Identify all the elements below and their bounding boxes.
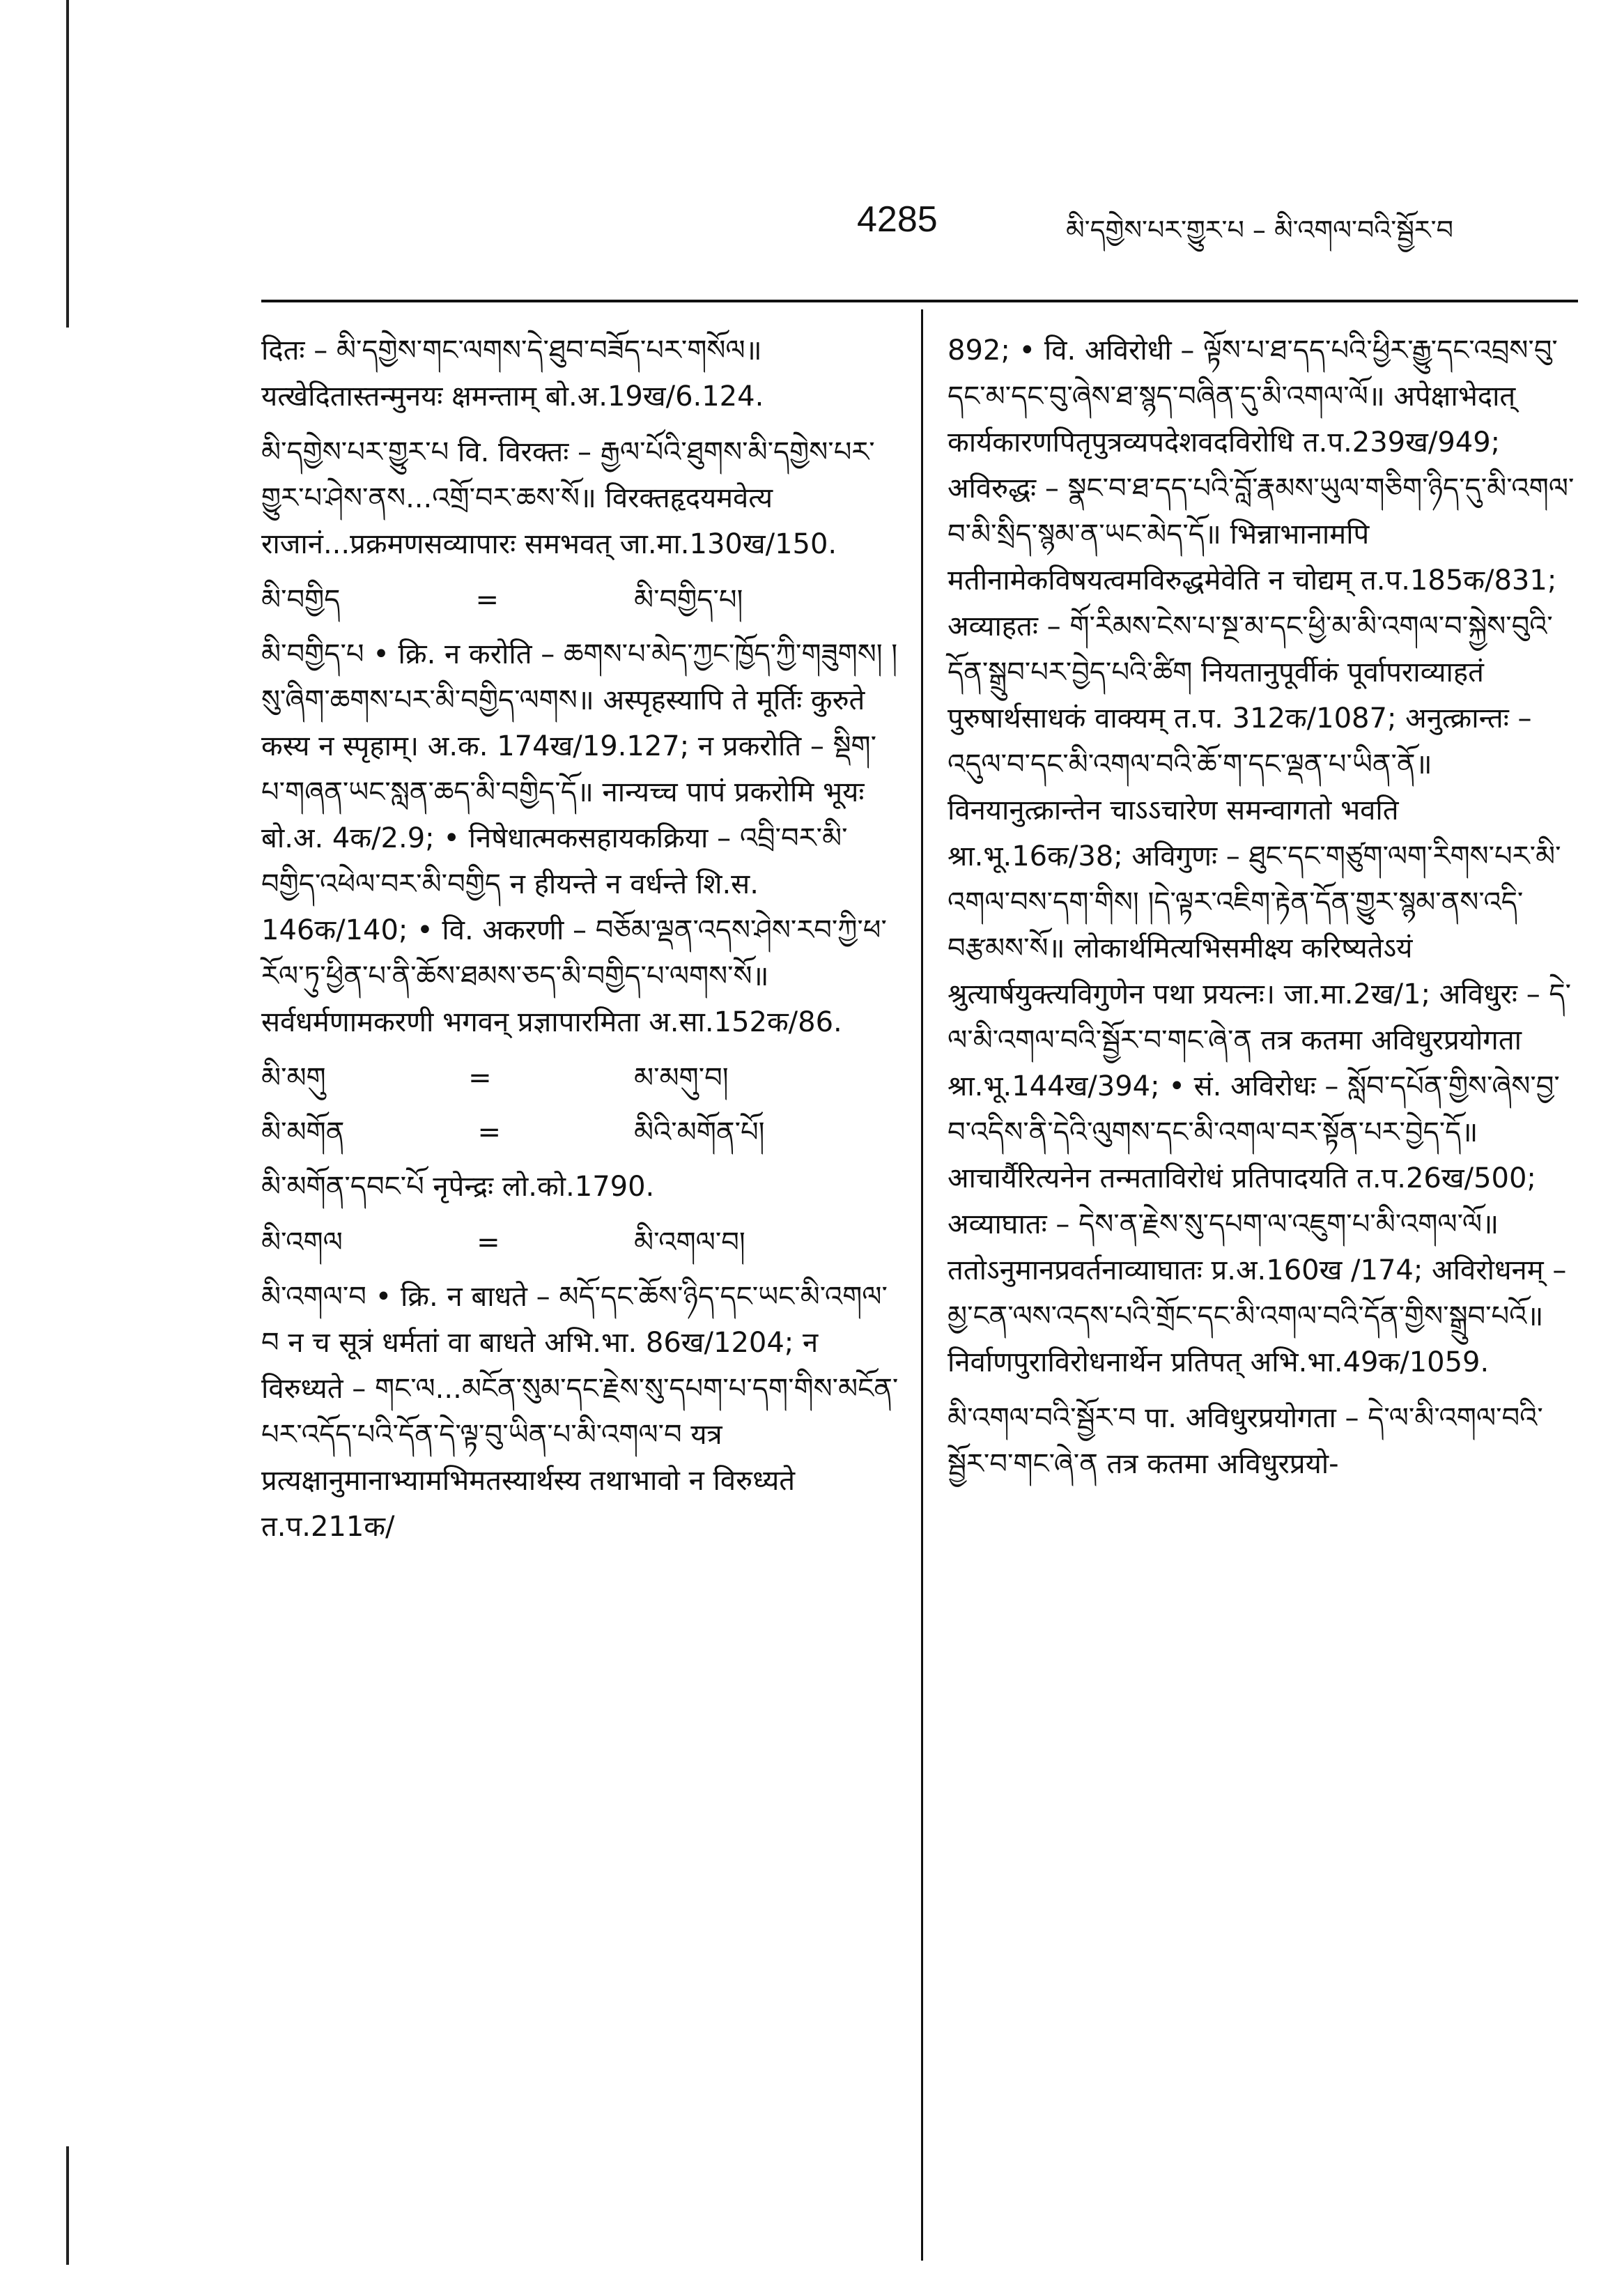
dictionary-entry bbox=[261, 328, 899, 420]
cross-reference bbox=[261, 1220, 899, 1265]
equals-sign: = bbox=[477, 1226, 500, 1259]
entry-text: མི་བགྱིད་པ • क्रि. न करोति – ཆགས་པ་མེད་ཀྱང་ཁྱོད་ཀྱི་གཟུགས། །སུ་ཞིག་ཆགས་པར་མི་བགྱིད་ལགས॥ अस्पृहस्यापि ते मूर्तिः कुरुते कस्य न स्पृहाम्। अ.क. 174ख/19.127; न प्रकरोति – སྡིག་པ་གཞན་ཡང་སླན་ཆད་མི་བགྱིད་དོ॥ नान्यच्च पापं प्रकरोमि भूयः बो.अ. 4क/2.9; • निषेधात्मकसहायकक्रिया – འབྲི་བར་མི་བགྱིད་འཕེལ་བར་མི་བགྱིད न हीयन्ते न वर्धन्ते शि.स. 146क/140; • वि. अकरणी – བཅོམ་ལྡན་འདས་ཤེས་རབ་ཀྱི་ཕ་རོལ་ཏུ་ཕྱིན་པ་ནི་ཆོས་ཐམས་ཅད་མི་བགྱིད་པ་ལགས་སོ॥ सर्वधर्मणामकरणी भगवन् प्रज्ञापारमिता अ.सा.152क/86. bbox=[261, 638, 898, 1038]
reference-target: མ་མགུ་བ། bbox=[633, 1062, 729, 1094]
headword: མི་འགལ bbox=[261, 1226, 343, 1259]
dictionary-entry bbox=[948, 1395, 1578, 1487]
entry-text: མི་འགལ་བ • क्रि. न बाधते – མདོ་དང་ཆོས་ཉིད་དང་ཡང་མི་འགལ་བ न च सूत्रं धर्मतां वा बाधते अभि.भा. 86ख/1204; न विरुध्यते – གང་ལ...མངོན་སུམ་དང་རྗེས་སུ་དཔག་པ་དག་གིས་མངོན་པར་འདོད་པའི་དོན་དེ་ལྟ་བུ་ཡིན་པ་མི་འགལ་བ यत्र प्रत्यक्षानुमानाभ्यामभिमतस्यार्थस्य तथाभावो न विरुध्यते त.प.211क/ bbox=[261, 1281, 899, 1543]
column-divider bbox=[921, 309, 923, 2261]
reference-target: མི་བགྱིད་པ། bbox=[633, 584, 743, 616]
headword: མི་བགྱིད bbox=[261, 584, 341, 616]
entry-text: 892; • वि. अविरोधी – ལྟོས་པ་ཐ་དད་པའི་ཕྱིར་རྒྱུ་དང་འབྲས་བུ་དང་མ་དང་བུ་ཞེས་ཐ་སྙད་བཞིན་དུ་མི་འགལ་ལོ॥ अपेक्षाभेदात् कार्यकारणपितृपुत्रव्यपदेशवदविरोधि त.प.239ख/949; अविरुद्धः – སྣང་བ་ཐ་དད་པའི་བློ་རྣམས་ཡུལ་གཅིག་ཉིད་དུ་མི་འགལ་བ་མི་སྲིད་སྙམ་ན་ཡང་མེད་དོ॥ भिन्नाभानामपि मतीनामेकविषयत्वमविरुद्धमेवेति न चोद्यम् त.प.185क/831; अव्याहतः – གོ་རིམས་ངེས་པ་སྔ་མ་དང་ཕྱི་མ་མི་འགལ་བ་སྐྱེས་བུའི་དོན་སྒྲུབ་པར་བྱེད་པའི་ཚིག नियतानुपूर्वीकं पूर्वापराव्याहतं पुरुषार्थसाधकं वाक्यम् त.प. 312क/1087; अनुत्क्रान्तः – འདུལ་བ་དང་མི་འགལ་བའི་ཆོ་ག་དང་ལྡན་པ་ཡིན་ནོ॥ विनयानुत्क्रान्तेन चाऽऽचारेण समन्वागतो भवति श्रा.भू.16क/38; अविगुणः – ཐུང་དང་གཙུག་ལག་རིགས་པར་མི་འགལ་བས་དག་གིས། །དེ་ལྟར་འཇིག་རྟེན་དོན་གྱུར་སྙམ་ནས་འདི་བརྩམས་སོ॥ लोकार्थमित्यभिसमीक्ष्य करिष्यतेऽयं श्रुत्यार्षयुक्त्यविगुणेन पथा प्रयत्नः। जा.मा.2ख/1; अविधुरः – དེ་ལ་མི་འགལ་བའི་སྦྱོར་བ་གང་ཞེ་ན तत्र कतमा अविधुरप्रयोगता श्रा.भू.144ख/394; • सं. अविरोधः – སློབ་དཔོན་གྱིས་ཞེས་བྱ་བ་འདིས་ནི་དེའི་ལུགས་དང་མི་འགལ་བར་སྟོན་པར་བྱེད་དོ॥ आचार्यैरित्यनेन तन्मताविरोधं प्रतिपादयति त.प.26ख/500; अव्याघातः – དེས་ན་རྗེས་སུ་དཔག་ལ་འཇུག་པ་མི་འགལ་ལོ॥ ततोऽनुमानप्रवर्तनाव्याघातः प्र.अ.160ख /174; अविरोधनम् – མྱ་ངན་ལས་འདས་པའི་གྲོང་དང་མི་འགལ་བའི་དོན་གྱིས་སྒྲུབ་པའོ॥ निर्वाणपुराविरोधनार्थेन प्रतिपत् अभि.भा.49क/1059. bbox=[948, 334, 1575, 1378]
entry-text: མི་འགལ་བའི་སྦྱོར་བ पा. अविधुरप्रयोगता – དེ་ལ་མི་འགལ་བའི་སྦྱོར་བ་གང་ཞེ་ན तत्र कतमा अविधुरप्रयो- bbox=[948, 1402, 1543, 1480]
dictionary-entry bbox=[261, 1164, 899, 1210]
entry-text: दितः – མི་དགྱེས་གང་ལགས་དེ་ཐུབ་བཟོད་པར་གསོལ॥ यत्खेदितास्तन्मुनयः क्षमन्ताम् बो.अ.19ख/6.124. bbox=[261, 334, 764, 413]
dictionary-entry bbox=[261, 1274, 899, 1550]
right-column bbox=[948, 328, 1578, 1497]
equals-sign: = bbox=[475, 584, 499, 616]
reference-target: མི་འགལ་བ། bbox=[633, 1226, 745, 1259]
binding-margin-mark bbox=[66, 0, 69, 328]
equals-sign: = bbox=[468, 1062, 492, 1094]
left-column bbox=[261, 328, 899, 1560]
headword: མི་མགུ bbox=[261, 1062, 326, 1094]
entry-text: མི་མགོན་དབང་པོ नृपेन्द्रः लो.को.1790. bbox=[261, 1171, 655, 1203]
equals-sign: = bbox=[477, 1116, 501, 1148]
dictionary-entry bbox=[261, 429, 899, 567]
reference-target: མིའི་མགོན་པོ། bbox=[634, 1116, 765, 1148]
headword: མི་མགོན bbox=[261, 1116, 345, 1148]
cross-reference bbox=[261, 1055, 899, 1101]
cross-reference bbox=[261, 1109, 899, 1155]
cross-reference bbox=[261, 577, 899, 623]
entry-text: མི་དགྱེས་པར་གྱུར་པ वि. विरक्तः – རྒྱལ་པོའི་ཐུགས་མི་དགྱེས་པར་གྱུར་པ་ཤེས་ནས...འགྲོ་བར་ཆས་སོ॥ विरक्तहृदयमवेत्य राजानं...प्रक्रमणसव्यापारः समभवत् जा.मा.130ख/150. bbox=[261, 436, 875, 560]
binding-margin-mark bbox=[66, 2146, 69, 2265]
page-number: 4285 bbox=[857, 199, 938, 240]
dictionary-entry bbox=[948, 328, 1578, 1385]
running-head: མི་དགྱེས་པར་གྱུར་པ – མི་འགལ་བའི་སྦྱོར་བ bbox=[1066, 215, 1453, 245]
header-rule bbox=[261, 300, 1578, 302]
dictionary-entry bbox=[261, 631, 899, 1045]
